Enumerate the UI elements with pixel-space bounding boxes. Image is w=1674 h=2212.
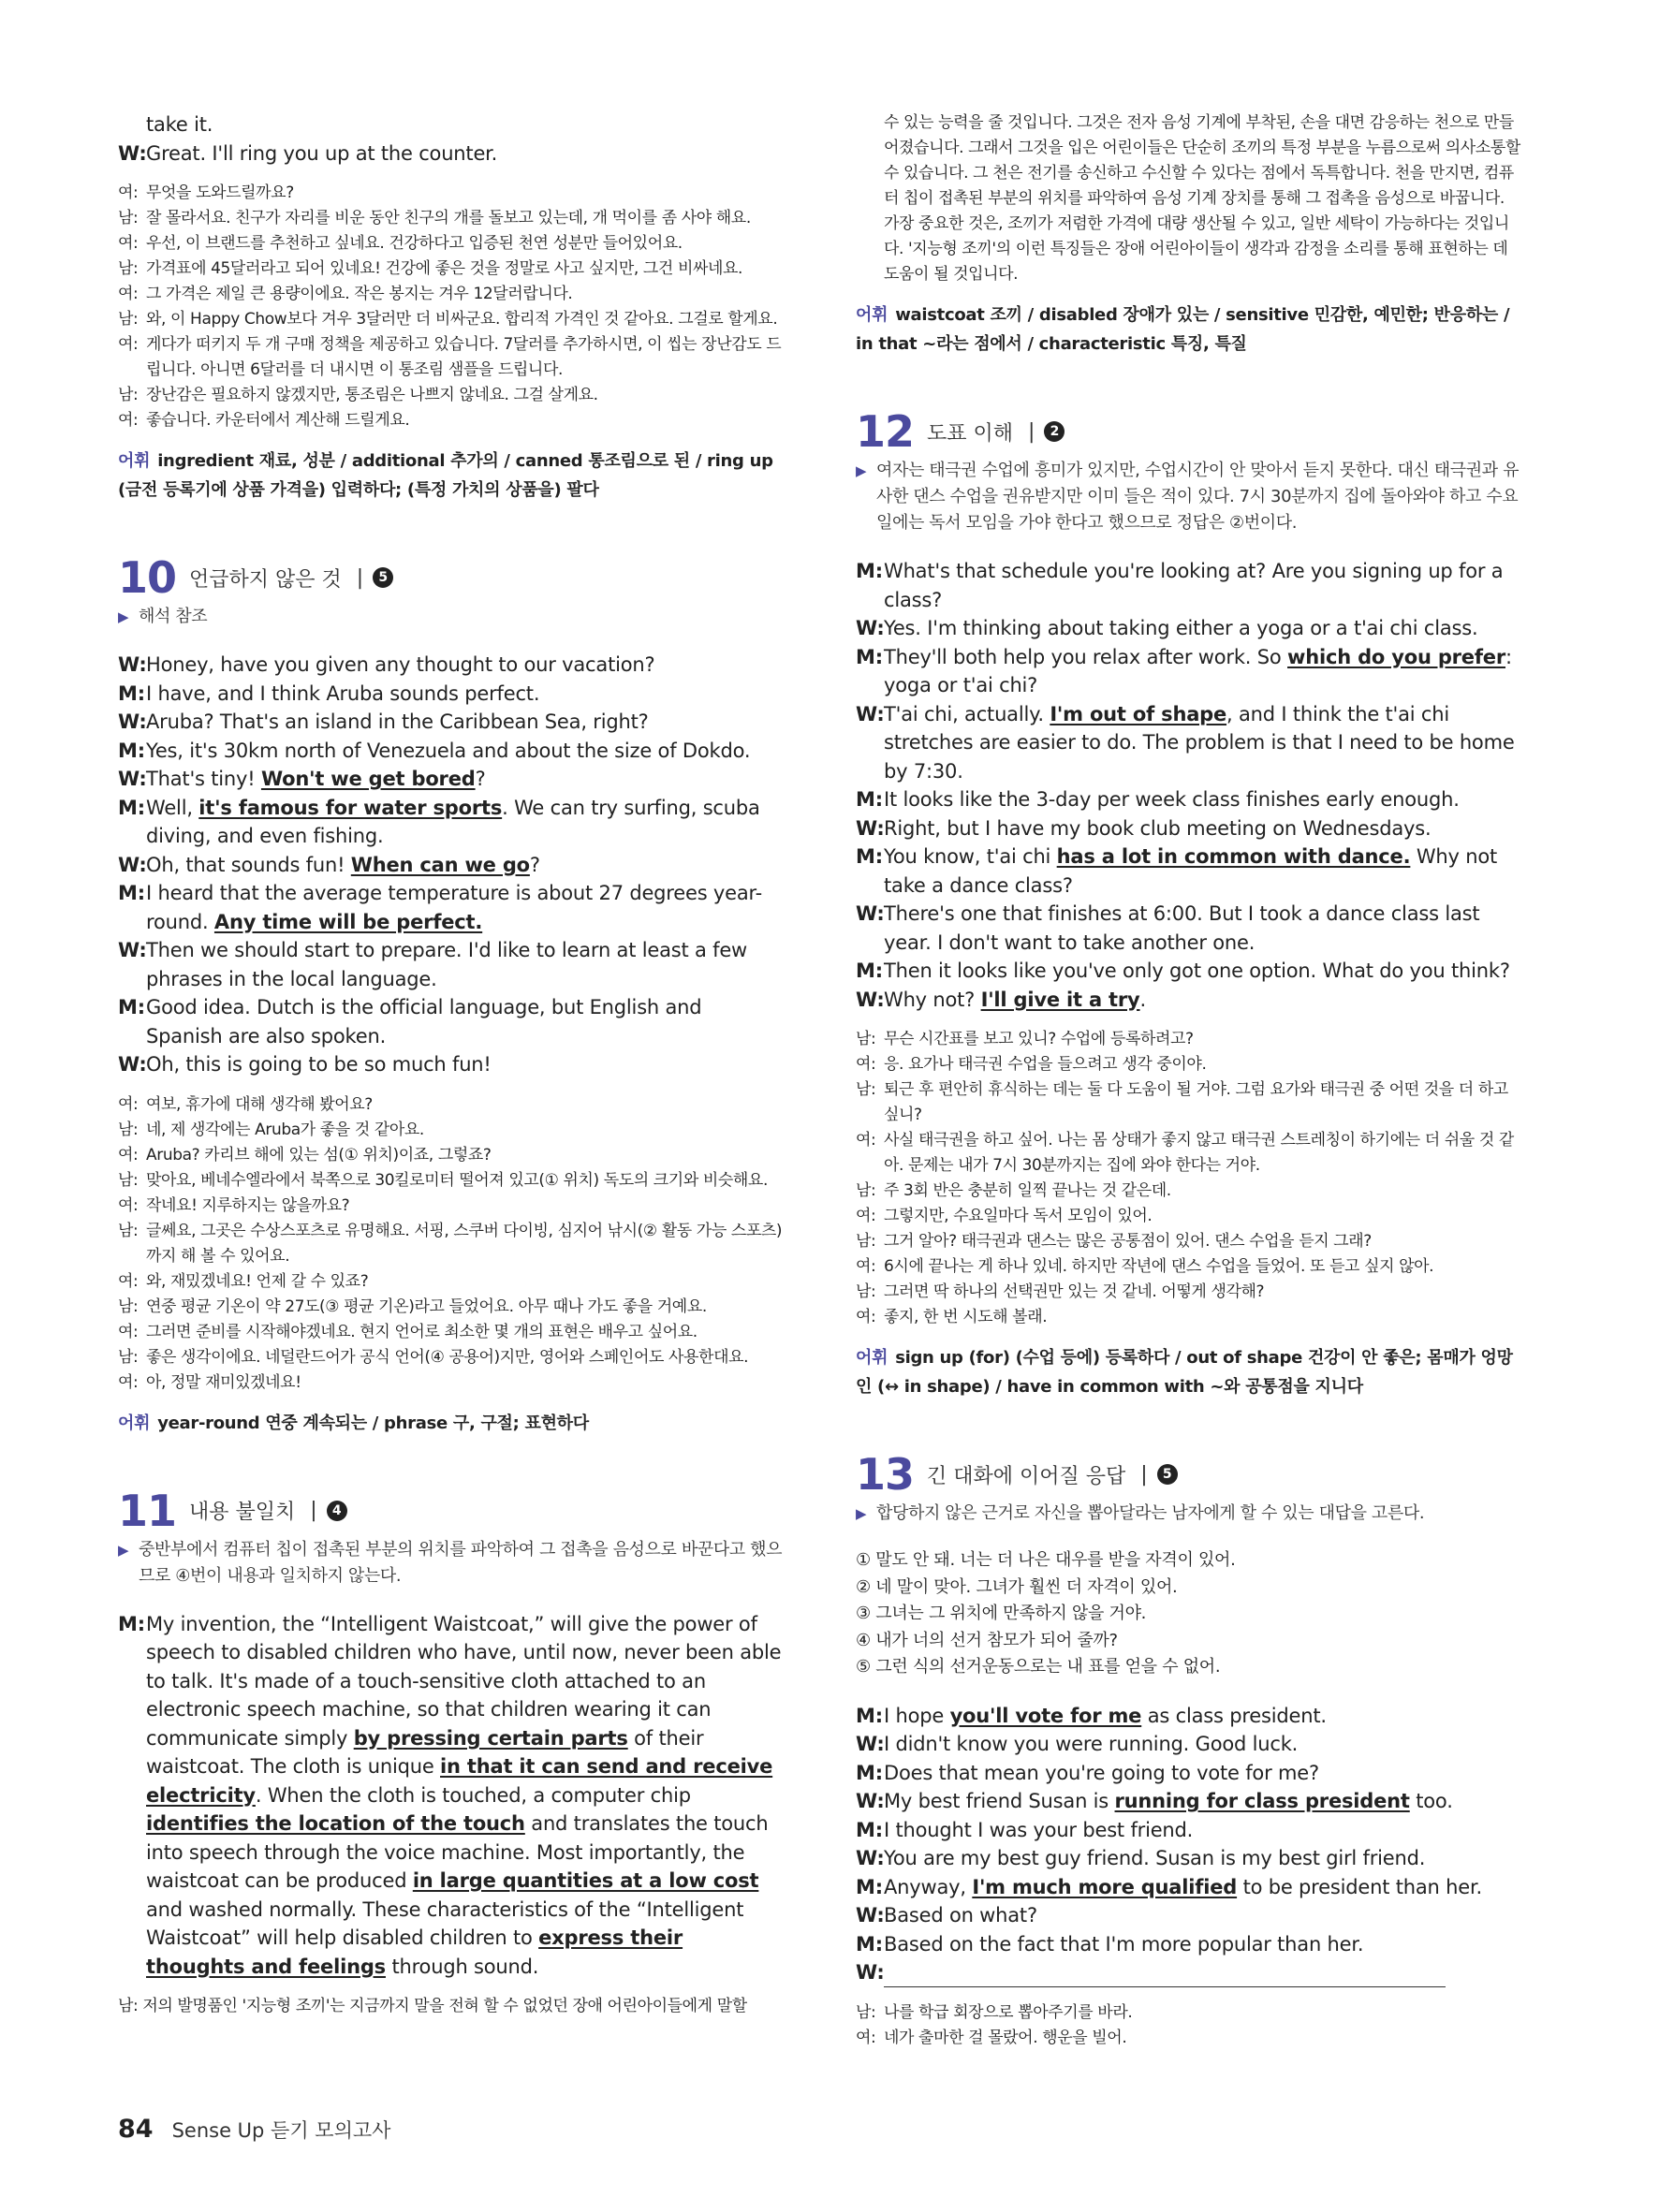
dialogue-line xyxy=(118,936,783,993)
speaker-label: W: xyxy=(118,1053,147,1076)
dialogue-line xyxy=(856,1873,1522,1902)
dialogue-line xyxy=(118,708,783,737)
korean-line xyxy=(118,1219,783,1269)
line-text: 여보, 휴가에 대해 생각해 봤어요? xyxy=(146,1094,373,1114)
speaker-label: 여: xyxy=(856,1131,876,1150)
question-type: 도표 이해 xyxy=(927,421,1014,446)
line-text: . When the cloth is touched, a computer chip xyxy=(255,1783,691,1807)
line-text: 글쎄요, 그곳은 수상스포츠로 유명해요. 서핑, 스쿠버 다이빙, 심지어 낚시(② 활동 가능 스포츠)까지 해 볼 수 있어요. xyxy=(146,1221,783,1266)
dialogue-line xyxy=(856,700,1522,786)
line-text: Well, xyxy=(146,796,199,819)
speaker-label: W: xyxy=(856,617,885,639)
key-phrase: Any time will be perfect. xyxy=(213,910,483,933)
korean-line xyxy=(856,1229,1522,1254)
korean-line xyxy=(118,181,783,206)
speaker-label: 남: xyxy=(118,1170,139,1190)
line-text: . We can try surfing, scuba diving, and even fishing. xyxy=(146,796,760,847)
speaker-label: M: xyxy=(856,1761,883,1784)
speaker-label: M: xyxy=(856,845,883,868)
dialogue-line xyxy=(856,1759,1522,1788)
dialogue-line xyxy=(856,1844,1522,1873)
line-text: Oh, that sounds fun! xyxy=(146,853,351,876)
answer-blank xyxy=(884,1966,1446,1987)
line-text: 연중 평균 기온이 약 27도(③ 평균 기온)라고 들었어요. 아무 때나 가도 좋을 거예요. xyxy=(146,1296,707,1316)
speaker-label: W: xyxy=(118,710,147,733)
dialogue-line xyxy=(856,643,1522,700)
key-phrase: in large quantities at a low cost xyxy=(412,1869,759,1892)
key-phrase: in that it can send and receive electricity xyxy=(146,1755,773,1807)
triangle-icon: ▶ xyxy=(856,462,867,479)
question-number: 11 xyxy=(118,1485,177,1536)
dialogue-line xyxy=(118,651,783,680)
line-text: I thought I was your best friend. xyxy=(884,1818,1194,1841)
answer-badge: 5 xyxy=(373,567,393,588)
line-text: Good idea. Dutch is the official language, but English and Spanish are also spoken. xyxy=(146,996,702,1047)
korean-line xyxy=(118,1092,783,1118)
key-phrase: which do you prefer xyxy=(1287,645,1505,668)
vocab-text: ingredient 재료, 성분 / additional 추가의 / canned 통조림으로 된 / ring up (금전 등록기에 상품 가격을) 입력하다; (특정 가치의 상품을) 팔다 xyxy=(118,451,773,500)
speaker-label: W: xyxy=(118,853,147,876)
speaker-label: 여: xyxy=(856,1055,876,1074)
q12-vocab: 어휘 sign up (for) (수업 등에) 등록하다 / out of shape 건강이 안 좋은; 몸매가 엉망인 (↔ in shape) / have in common with ~와 공통점을 지니다 xyxy=(856,1348,1513,1397)
dialogue-line xyxy=(118,1610,783,1982)
line-text: Does that mean you're going to vote for me? xyxy=(884,1761,1319,1784)
line-text: 그거 알아? 태극권과 댄스는 많은 공통점이 있어. 댄스 수업을 듣지 그래? xyxy=(884,1232,1372,1251)
dialogue-line xyxy=(118,139,783,168)
speaker-label: 여: xyxy=(118,183,139,202)
line-text: 나를 학급 회장으로 뽑아주기를 바라. xyxy=(884,2002,1133,2022)
speaker-label: 남: xyxy=(856,1080,876,1099)
answer-badge: 4 xyxy=(327,1501,347,1521)
line-text: 퇴근 후 편안히 휴식하는 데는 둘 다 도움이 될 거야. 그럼 요가와 태극권 중 어떤 것을 더 하고 싶니? xyxy=(884,1080,1508,1124)
answer-option: ① 말도 안 돼. 너는 더 나은 대우를 받을 자격이 있어. xyxy=(856,1550,1236,1570)
line-text: Based on the fact that I'm more popular than her. xyxy=(884,1932,1364,1956)
page-number: 84 xyxy=(118,2115,154,2144)
line-text: Yes, it's 30km north of Venezuela and about the size of Dokdo. xyxy=(146,739,751,762)
line-text: I didn't know you were running. Good luck. xyxy=(884,1733,1299,1755)
q11-note: ▶ 중반부에서 컴퓨터 칩이 접촉된 부분의 위치를 파악하여 그 접촉을 음성으로 바꾼다고 했으므로 ④번이 내용과 일치하지 않는다. xyxy=(118,1537,783,1589)
line-text: 그러면 준비를 시작해야겠네요. 현지 언어로 최소한 몇 개의 표현은 배우고 싶어요. xyxy=(146,1322,698,1341)
q10-header xyxy=(118,551,783,604)
korean-line xyxy=(118,307,783,332)
line-text: My best friend Susan is xyxy=(884,1790,1115,1812)
speaker-label: W: xyxy=(856,1790,885,1812)
korean-line xyxy=(856,2000,1522,2026)
line-text: Oh, this is going to be so much fun! xyxy=(146,1053,492,1076)
korean-line xyxy=(118,206,783,231)
page-footer xyxy=(118,2115,390,2144)
dialogue-line xyxy=(856,785,1522,814)
answer-option: ② 네 말이 맞아. 그녀가 훨씬 더 자격이 있어. xyxy=(856,1576,1178,1597)
dialogue-line xyxy=(118,993,783,1050)
line-text: , and I think the t'ai chi stretches are easier to do. The problem is that I need to be home by 7:30. xyxy=(884,702,1515,783)
speaker-label: 남: xyxy=(118,259,139,278)
speaker-label: 여: xyxy=(118,1372,139,1392)
line-text: 6시에 끝나는 게 하나 있네. 하지만 작년에 댄스 수업을 들었어. 또 듣고 싶지 않아. xyxy=(884,1257,1434,1276)
korean-line xyxy=(118,1295,783,1320)
speaker-label: M: xyxy=(118,796,145,819)
divider: | xyxy=(1028,419,1035,444)
speaker-label: 남: xyxy=(856,2002,876,2022)
speaker-label: 여: xyxy=(856,1308,876,1326)
korean-line xyxy=(856,2026,1522,2051)
q9-korean-translation xyxy=(118,181,783,433)
dialogue-line xyxy=(856,900,1522,957)
divider: | xyxy=(356,565,364,590)
speaker-label: W: xyxy=(856,1733,885,1755)
q9-vocab xyxy=(118,447,783,505)
key-phrase: you'll vote for me xyxy=(949,1704,1142,1727)
korean-line xyxy=(856,1077,1522,1128)
korean-line xyxy=(856,1204,1522,1229)
line-text: ? xyxy=(529,853,540,876)
speaker-label: M: xyxy=(118,681,145,705)
speaker-label: 여: xyxy=(118,234,139,253)
speaker-label: 여: xyxy=(118,1145,139,1165)
line-text: I have, and I think Aruba sounds perfect. xyxy=(146,681,540,705)
speaker-label: 여: xyxy=(856,2028,876,2047)
key-phrase: by pressing certain parts xyxy=(353,1726,628,1750)
line-text: 그러면 딱 하나의 선택권만 있는 것 같네. 어떻게 생각해? xyxy=(884,1282,1265,1301)
line-text: 무엇을 도와드릴까요? xyxy=(146,183,294,202)
question-type: 내용 불일치 xyxy=(189,1501,296,1524)
dialogue-line xyxy=(118,765,783,794)
dialogue-line xyxy=(856,842,1522,900)
line-text: . xyxy=(1139,988,1147,1011)
question-number: 10 xyxy=(118,552,177,603)
line-text: Anyway, xyxy=(884,1875,973,1898)
speaker-label: 남: xyxy=(118,1347,139,1367)
line-text: through sound. xyxy=(385,1955,539,1978)
line-text: Aruba? 카리브 해에 있는 섬(① 위치)이죠, 그렇죠? xyxy=(146,1145,492,1165)
answer-option: ⑤ 그런 식의 선거운동으로는 내 표를 얻을 수 없어. xyxy=(856,1657,1221,1677)
korean-line xyxy=(118,408,783,433)
q11-korean-right: 수 있는 능력을 줄 것입니다. 그것은 전자 음성 기계에 부착된, 손을 대면 감응하는 천으로 만들어졌습니다. 그래서 그것을 입은 어린이들은 단순히 조끼의 특정 부분을 누름으로써 의사소통할 수 있습니다. 그 천은 전기를 송신하고 수신할 수 있다는 점에서 독특합니다. 천을 만지면, 컴퓨터 칩이 접촉된 부분의 위치를 파악하여 음성 기계 장치를 통해 그 접촉을 음성으로 바꿉니다. 가장 중요한 것은, 조끼가 저렴한 가격에 대량 생산될 수 있고, 일반 세탁이 가능하다는 것입니다. '지능형 조끼'의 이런 특징들은 장애 어린아이들이 생각과 감정을 소리를 통해 표현하는 데 도움이 될 것입니다. xyxy=(884,113,1520,284)
line-text: Great. I'll ring you up at the counter. xyxy=(146,141,498,165)
key-phrase: I'm out of shape xyxy=(1050,702,1227,725)
line-text: and translates the touch into speech through the voice machine. Most importantly, the waistcoat can be produced xyxy=(146,1812,769,1892)
speaker-label: 여: xyxy=(118,335,139,354)
line-text: What's that schedule you're looking at? Are you signing up for a class? xyxy=(884,560,1504,611)
line-text: 와, 재밌겠네요! 언제 갈 수 있죠? xyxy=(146,1271,369,1291)
speaker-label: W: xyxy=(118,768,147,790)
q13-header xyxy=(856,1448,1522,1501)
key-phrase: When can we go xyxy=(350,853,530,876)
q12-note: ▶ 여자는 태극권 수업에 흥미가 있지만, 수업시간이 안 맞아서 듣지 못한다. 대신 태극권과 유사한 댄스 수업을 권유받지만 이미 들은 적이 있다. 7시 30분까지 집에 돌아와야 하고 수요일에는 독서 모임을 가야 한다고 했으므로 정답은 ②번이다. xyxy=(856,458,1522,536)
dialogue-line xyxy=(856,1730,1522,1759)
question-number: 13 xyxy=(856,1449,915,1500)
q13-korean-translation xyxy=(856,2000,1522,2051)
line-text: 주 3회 반은 충분히 일찍 끝나는 것 같은데. xyxy=(884,1181,1171,1200)
question-number: 12 xyxy=(856,406,915,457)
line-text: Then we should start to prepare. I'd like to learn at least a few phrases in the local language. xyxy=(146,939,748,990)
speaker-label: 여: xyxy=(118,1094,139,1114)
question-type: 언급하지 않은 것 xyxy=(189,567,342,592)
line-text: It looks like the 3-day per week class finishes early enough. xyxy=(884,788,1460,811)
key-phrase: it's famous for water sports xyxy=(198,796,503,819)
line-text: 좋은 생각이에요. 네덜란드어가 공식 언어(④ 공용어)지만, 영어와 스페인어도 사용한대요. xyxy=(146,1347,749,1367)
line-text: Honey, have you given any thought to our vacation? xyxy=(146,653,655,676)
triangle-icon: ▶ xyxy=(856,1505,867,1522)
q11-korean-left: 남: 저의 발명품인 '지능형 조끼'는 지금까지 말을 전혀 할 수 없었던 장애 어린아이들에게 말할 xyxy=(118,1997,747,2015)
key-phrase: express their thoughts and feelings xyxy=(146,1926,683,1978)
korean-line xyxy=(118,256,783,282)
korean-line xyxy=(118,1320,783,1345)
dialogue-line xyxy=(856,1702,1522,1731)
q11-vocab: 어휘 waistcoat 조끼 / disabled 장애가 있는 / sensitive 민감한, 예민한; 반응하는 / in that ~라는 점에서 / characteristic 특징, 특질 xyxy=(856,305,1510,354)
speaker-label: 남: xyxy=(118,310,139,329)
speaker-label: 남: xyxy=(118,1296,139,1316)
q10-vocab: 어휘 year-round 연중 계속되는 / phrase 구, 구절; 표현하다 xyxy=(118,1413,589,1433)
line-text: of their waistcoat. The cloth is unique xyxy=(146,1726,704,1778)
speaker-label: 남: xyxy=(856,1030,876,1048)
korean-line xyxy=(118,1370,783,1396)
key-phrase: Won't we get bored xyxy=(260,768,476,790)
speaker-label: 여: xyxy=(118,1322,139,1341)
dialogue-line xyxy=(856,614,1522,643)
dialogue-line xyxy=(856,1787,1522,1816)
line-text: 네가 출마한 걸 몰랐어. 행운을 빌어. xyxy=(884,2028,1127,2047)
speaker-label: W: xyxy=(856,988,885,1011)
q13-note: ▶ 합당하지 않은 근거로 자신을 뽑아달라는 남자에게 할 수 있는 대답을 고른다. xyxy=(856,1501,1522,1527)
line-text: as class president. xyxy=(1141,1704,1327,1727)
speaker-label: M: xyxy=(118,882,145,904)
speaker-label: 남: xyxy=(118,386,139,404)
q11-header xyxy=(118,1485,783,1537)
line-text: : yoga or t'ai chi? xyxy=(884,645,1512,696)
line-text: take it. xyxy=(146,113,213,136)
line-text: They'll both help you relax after work. So xyxy=(884,645,1288,668)
korean-line xyxy=(856,1280,1522,1305)
line-text: ? xyxy=(475,768,486,790)
speaker-label: M: xyxy=(856,1875,883,1898)
divider: | xyxy=(310,1499,317,1522)
key-phrase: identifies the location of the touch xyxy=(146,1812,525,1835)
speaker-label: 여: xyxy=(856,1257,876,1276)
answer-badge: 5 xyxy=(1157,1464,1178,1485)
speaker-label: M: xyxy=(856,788,883,811)
speaker-label: 남: xyxy=(118,1221,139,1240)
line-text: You know, t'ai chi xyxy=(884,845,1057,868)
dialogue-line xyxy=(118,737,783,766)
speaker-label: 여: xyxy=(118,411,139,430)
korean-line xyxy=(856,1128,1522,1179)
speaker-label: W: xyxy=(856,702,885,725)
dialogue-line xyxy=(118,879,783,936)
speaker-label: M: xyxy=(856,1704,883,1727)
speaker-label: W: xyxy=(856,902,885,925)
korean-line xyxy=(118,1194,783,1219)
line-text: Yes. I'm thinking about taking either a yoga or a t'ai chi class. xyxy=(884,617,1478,639)
line-text: Why not? xyxy=(884,988,981,1011)
q10-note: ▶ 해석 참조 xyxy=(118,604,783,630)
korean-line xyxy=(118,1118,783,1143)
speaker-label: M: xyxy=(118,996,145,1018)
dialogue-line xyxy=(118,110,783,139)
dialogue-line xyxy=(856,986,1522,1015)
speaker-label: W: xyxy=(118,141,147,165)
line-text: 아, 정말 재미있겠네요! xyxy=(146,1372,301,1392)
question-type: 긴 대화에 이어질 응답 xyxy=(927,1464,1126,1488)
korean-line xyxy=(856,1179,1522,1204)
line-text: 가격표에 45달러라고 되어 있네요! 건강에 좋은 것을 정말로 사고 싶지만, 그건 비싸네요. xyxy=(146,259,743,278)
q13-options xyxy=(856,1547,1522,1681)
speaker-label: M: xyxy=(856,1932,883,1956)
speaker-label: M: xyxy=(856,645,883,668)
speaker-label: 여: xyxy=(118,1271,139,1291)
speaker-label: M: xyxy=(856,1818,883,1841)
key-phrase: running for class president xyxy=(1114,1790,1410,1812)
line-text: 응. 요가나 태극권 수업을 들으려고 생각 중이야. xyxy=(884,1055,1207,1074)
korean-line xyxy=(118,383,783,408)
korean-line xyxy=(118,231,783,256)
answer-option: ④ 내가 너의 선거 참모가 되어 줄까? xyxy=(856,1630,1118,1650)
line-text: 게다가 떠키지 두 개 구매 정책을 제공하고 있습니다. 7달러를 추가하시면, 이 씹는 장난감도 드립니다. 아니면 6달러를 더 내시면 이 통조림 샘플을 드립니다. xyxy=(146,335,782,379)
korean-line xyxy=(118,282,783,307)
dialogue-line xyxy=(856,957,1522,986)
answer-badge: 2 xyxy=(1044,421,1065,442)
korean-line xyxy=(118,1168,783,1194)
line-text: 그렇지만, 수요일마다 독서 모임이 있어. xyxy=(884,1207,1153,1225)
speaker-label: 남: xyxy=(856,1181,876,1200)
line-text: I hope xyxy=(884,1704,950,1727)
line-text: 네, 제 생각에는 Aruba가 좋을 것 같아요. xyxy=(146,1120,424,1139)
speaker-label: M: xyxy=(118,739,145,762)
q10-korean-translation xyxy=(118,1092,783,1396)
dialogue-line xyxy=(856,1816,1522,1845)
dialogue-line xyxy=(118,851,783,880)
line-text: I heard that the average temperature is about 27 degrees year-round. xyxy=(146,882,763,933)
line-text: 우선, 이 브랜드를 추천하고 싶네요. 건강하다고 입증된 천연 성분만 들어있어요. xyxy=(146,234,683,253)
line-text: 좋습니다. 카운터에서 계산해 드릴게요. xyxy=(146,411,410,430)
speaker-label: W: xyxy=(856,816,885,840)
speaker-label: 여: xyxy=(856,1207,876,1225)
speaker-label: W: xyxy=(118,939,147,961)
speaker-label: W: xyxy=(118,653,147,676)
speaker-label: 남: xyxy=(118,1120,139,1139)
line-text: 잘 몰라서요. 친구가 자리를 비운 동안 친구의 개를 돌보고 있는데, 개 먹이를 좀 사야 해요. xyxy=(146,209,751,227)
line-text: Aruba? That's an island in the Caribbean Sea, right? xyxy=(146,710,649,733)
speaker-label: M: xyxy=(856,560,883,582)
q12-header xyxy=(856,405,1522,458)
key-phrase: I'll give it a try xyxy=(980,988,1140,1011)
line-text: Why not take a dance class? xyxy=(884,845,1498,897)
left-column xyxy=(118,110,783,2019)
line-text: 맞아요, 베네수엘라에서 북쪽으로 30킬로미터 떨어져 있고(① 위치) 독도의 크기와 비슷해요. xyxy=(146,1170,768,1190)
line-text: 사실 태극권을 하고 싶어. 나는 몸 상태가 좋지 않고 태극권 스트레칭이 하기에는 더 쉬울 것 같아. 문제는 내가 7시 30분까지는 집에 와야 한다는 거야. xyxy=(884,1131,1514,1175)
dialogue-line xyxy=(118,680,783,709)
triangle-icon: ▶ xyxy=(118,1541,129,1559)
q12-korean-translation xyxy=(856,1027,1522,1330)
line-text: to be president than her. xyxy=(1237,1875,1482,1898)
key-phrase: has a lot in common with dance. xyxy=(1056,845,1411,868)
line-text: T'ai chi, actually. xyxy=(884,702,1050,725)
speaker-label: 남: xyxy=(856,1232,876,1251)
line-text: That's tiny! xyxy=(146,768,261,790)
line-text: 그 가격은 제일 큰 용량이에요. 작은 봉지는 겨우 12달러랍니다. xyxy=(146,285,573,303)
dialogue-line xyxy=(118,794,783,851)
line-text: 좋지, 한 번 시도해 볼래. xyxy=(884,1308,1048,1326)
speaker-label: 여: xyxy=(118,1195,139,1215)
vocab-label: 어휘 xyxy=(118,451,151,471)
q13-dialogue xyxy=(856,1702,1522,1959)
q11-dialogue xyxy=(118,1610,783,1982)
dialogue-line xyxy=(856,557,1522,614)
divider: | xyxy=(1140,1462,1148,1487)
q10-dialogue xyxy=(118,651,783,1079)
line-text: Right, but I have my book club meeting on Wednesdays. xyxy=(884,816,1432,840)
line-text: You are my best guy friend. Susan is my best girl friend. xyxy=(884,1847,1426,1869)
book-title: Sense Up 듣기 모의고사 xyxy=(171,2119,391,2142)
line-text: Then it looks like you've only got one option. What do you think? xyxy=(884,960,1510,982)
key-phrase: I'm much more qualified xyxy=(972,1875,1238,1898)
line-text: There's one that finishes at 6:00. But I took a dance class last year. I don't want to take another one. xyxy=(884,902,1480,954)
speaker-label: 남: xyxy=(118,209,139,227)
speaker-label: 남: xyxy=(856,1282,876,1301)
dialogue-line xyxy=(856,814,1522,843)
line-text: My invention, the “Intelligent Waistcoat,” will give the power of speech to disabled children who have, until now, never been able to talk. It's made of a touch-sensitive cloth attached to an electronic speech machine, so that children wearing it can communicate simply xyxy=(146,1612,782,1750)
line-text: 작네요! 지루하지는 않을까요? xyxy=(146,1195,350,1215)
korean-line xyxy=(118,1143,783,1168)
q12-dialogue xyxy=(856,557,1522,1014)
answer-option: ③ 그녀는 그 위치에 만족하지 않을 거야. xyxy=(856,1604,1147,1623)
line-text: 장난감은 필요하지 않겠지만, 통조림은 나쁘지 않네요. 그걸 살게요. xyxy=(146,386,598,404)
line-text: 와, 이 Happy Chow보다 겨우 3달러만 더 비싸군요. 합리적 가격인 것 같아요. 그걸로 할게요. xyxy=(146,310,778,329)
q9-dialogue-end xyxy=(118,110,783,168)
korean-line xyxy=(118,1269,783,1295)
line-text: 무슨 시간표를 보고 있니? 수업에 등록하려고? xyxy=(884,1030,1194,1048)
korean-line xyxy=(856,1305,1522,1330)
triangle-icon: ▶ xyxy=(118,608,129,625)
dialogue-line xyxy=(856,1901,1522,1930)
line-text: too. xyxy=(1409,1790,1453,1812)
korean-line xyxy=(118,1345,783,1370)
speaker-label: W: xyxy=(856,1847,885,1869)
line-text: and washed normally. These characteristics of the “Intelligent Waistcoat” will help disabled children to xyxy=(146,1897,744,1949)
korean-line xyxy=(118,332,783,383)
korean-line xyxy=(856,1027,1522,1052)
dialogue-line xyxy=(856,1930,1522,1959)
korean-line xyxy=(856,1254,1522,1280)
speaker-label: M: xyxy=(856,960,883,982)
line-text: Based on what? xyxy=(884,1904,1037,1926)
korean-line xyxy=(856,1052,1522,1077)
speaker-label: M: xyxy=(118,1612,145,1635)
dialogue-line xyxy=(118,1050,783,1079)
speaker-label: 여: xyxy=(118,285,139,303)
right-column xyxy=(856,110,1522,2051)
speaker-label: W: xyxy=(856,1904,885,1926)
q13-blank-line: W: xyxy=(856,1958,1522,1987)
